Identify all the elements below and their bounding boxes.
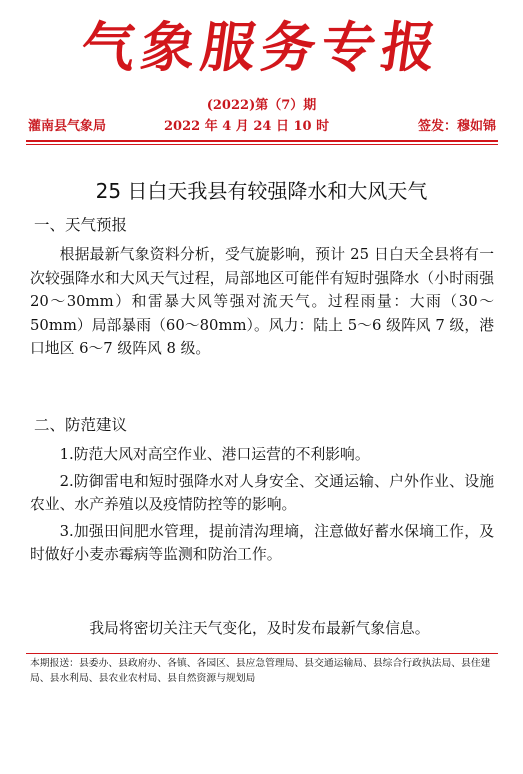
header-divider	[26, 140, 498, 142]
meta-row	[28, 118, 496, 136]
list-item: 1.防范大风对高空作业、港口运营的不利影响。	[59, 446, 370, 463]
recipients-list: 本期报送：县委办、县政府办、各镇、各园区、县应急管理局、县交通运输局、县综合行政执法局、县住建局、县水利局、县农业农村局、县自然资源与规划局	[30, 658, 491, 684]
section-title-advice: 二、防范建议	[34, 416, 128, 434]
list-item: 2.防御雷电和短时强降水对人身安全、交通运输、户外作业、设施农业、水产养殖以及疫情防控等的影响。	[30, 472, 494, 513]
section-title-forecast: 一、天气预报	[34, 216, 128, 234]
closing-statement: 我局将密切关注天气变化，及时发布最新气象信息。	[89, 620, 430, 637]
header-divider-thin	[26, 144, 498, 145]
issue-number: (2022)第（7）期	[206, 98, 317, 113]
advice-list	[30, 443, 494, 570]
list-item: 3.加强田间肥水管理，提前清沟理墒，注意做好蓄水保墒工作，及时做好小麦赤霉病等监测和防治工作。	[30, 522, 494, 563]
forecast-paragraph: 根据最新气象资料分析，受气旋影响，预计 25 日白天全县将有一次较强降水和大风天气过程，局部地区可能伴有短时强降水（小时雨强 20～30mm）和雷暴大风等强对流天气。过程雨量：大雨（30～50mm）局部暴雨（60～80mm）。风力：陆上 5～6 级阵风 7 级，港口地区 6～7 级阵风 8 级。	[30, 246, 494, 357]
issuing-bureau: 灌南县气象局	[28, 119, 107, 134]
signatory: 签发：穆如锦	[417, 119, 496, 134]
masthead-title: 气象服务专报	[77, 15, 446, 79]
footer-divider	[26, 653, 498, 654]
report-headline: 25 日白天我县有较强降水和大风天气	[95, 179, 428, 203]
issue-datetime: 2022 年 4 月 24 日 10 时	[164, 119, 330, 134]
